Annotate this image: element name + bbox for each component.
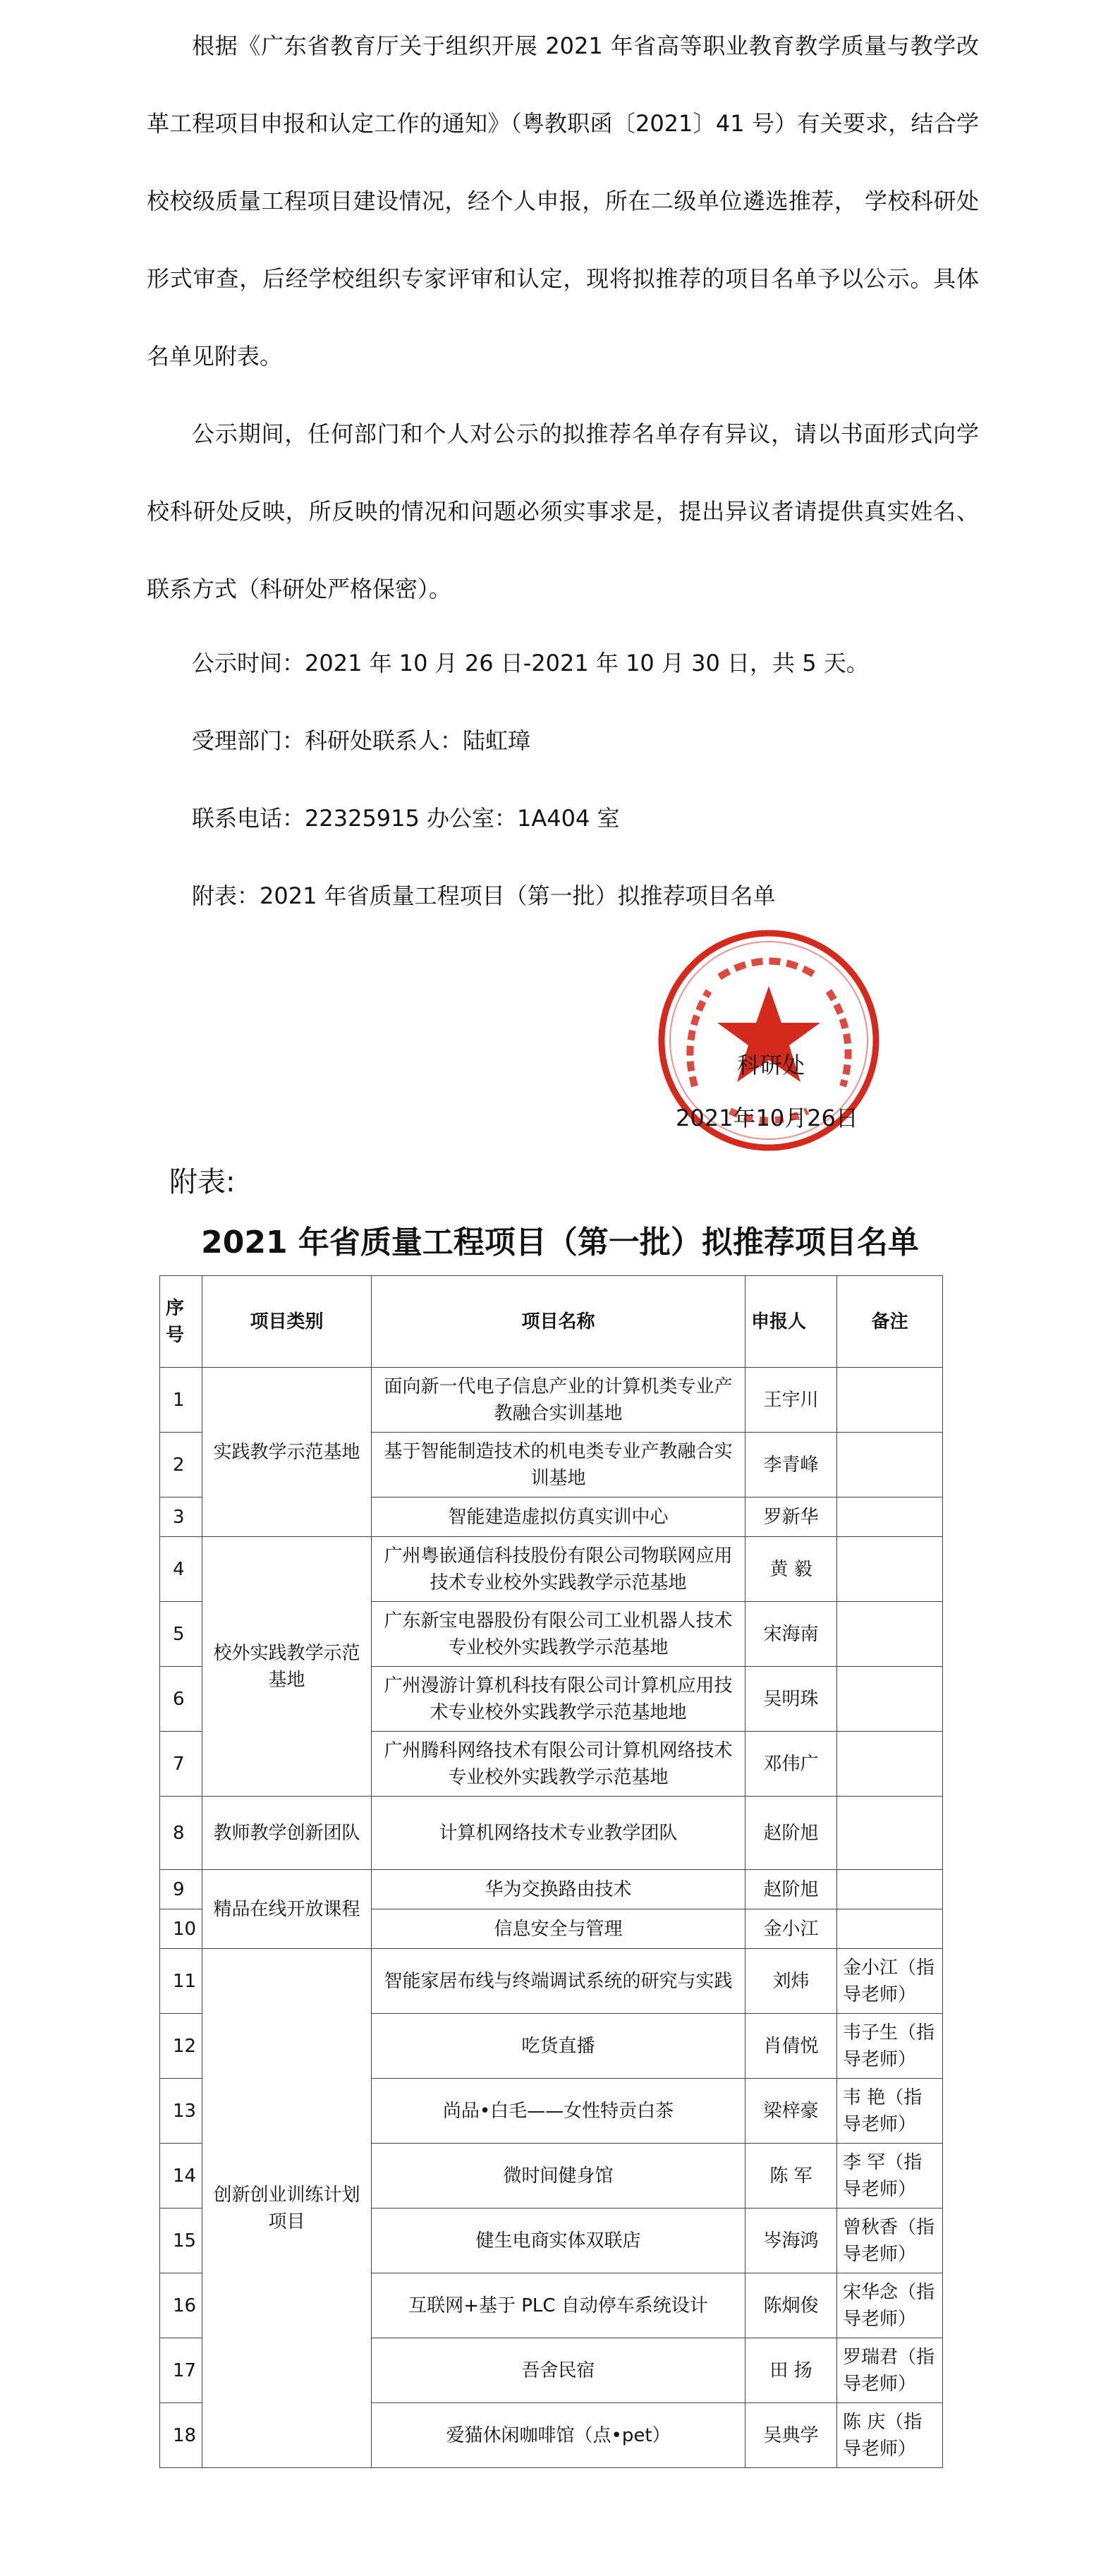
table-row <box>160 1870 943 1909</box>
row-remark: 罗瑞君（指导老师） <box>837 2338 943 2403</box>
row-applicant: 肖倩悦 <box>745 2014 837 2079</box>
row-category: 校外实践教学示范基地 <box>202 1537 372 1797</box>
row-applicant: 王宇川 <box>745 1368 837 1433</box>
row-applicant: 赵阶旭 <box>745 1797 837 1870</box>
row-remark <box>837 1433 943 1497</box>
row-remark <box>837 1667 943 1732</box>
row-remark: 陈 庆（指导老师） <box>837 2403 943 2468</box>
row-project-name: 健生电商实体双联店 <box>372 2209 745 2273</box>
row-project-name: 计算机网络技术专业教学团队 <box>372 1797 745 1870</box>
row-project-name: 微时间健身馆 <box>372 2144 745 2209</box>
row-seq: 1 <box>160 1368 202 1433</box>
row-applicant: 岑海鸿 <box>745 2209 837 2273</box>
row-seq: 15 <box>160 2209 202 2273</box>
row-seq: 7 <box>160 1732 202 1797</box>
attachment-note: 附表：2021 年省质量工程项目（第一批）拟推荐项目名单 <box>192 882 776 909</box>
row-remark <box>837 1602 943 1667</box>
table-row <box>160 1797 943 1870</box>
row-applicant: 田 扬 <box>745 2338 837 2403</box>
signature-office: 科研处 <box>737 1052 805 1079</box>
table-row <box>160 1537 943 1602</box>
row-applicant: 赵阶旭 <box>745 1870 837 1909</box>
row-project-name: 广东新宝电器股份有限公司工业机器人技术专业校外实践教学示范基地 <box>372 1602 745 1667</box>
row-applicant: 刘炜 <box>745 1949 837 2014</box>
row-remark <box>837 1797 943 1870</box>
row-seq: 14 <box>160 2144 202 2209</box>
row-project-name: 尚品•白毛——女性特贡白茶 <box>372 2079 745 2144</box>
row-category: 精品在线开放课程 <box>202 1870 372 1949</box>
row-remark <box>837 1732 943 1797</box>
row-remark: 金小江（指导老师） <box>837 1949 943 2014</box>
row-applicant: 罗新华 <box>745 1497 837 1537</box>
intro-paragraph-2: 公示期间，任何部门和个人对公示的拟推荐名单存有异议，请以书面形式向学校科研处反映，所反映的情况和问题必须实事求是，提出异议者请提供真实姓名、联系方式（科研处严格保密）。 <box>147 420 979 602</box>
row-remark <box>837 1909 943 1949</box>
row-project-name: 广州漫游计算机科技有限公司计算机应用技术专业校外实践教学示范基地地 <box>372 1667 745 1732</box>
row-seq: 11 <box>160 1949 202 2014</box>
row-project-name: 互联网+基于 PLC 自动停车系统设计 <box>372 2273 745 2338</box>
header-seq: 序号 <box>160 1276 202 1368</box>
row-applicant: 吴明珠 <box>745 1667 837 1732</box>
row-applicant: 陈炯俊 <box>745 2273 837 2338</box>
table-title: 2021 年省质量工程项目（第一批）拟推荐项目名单 <box>201 1225 919 1260</box>
row-project-name: 信息安全与管理 <box>372 1909 745 1949</box>
row-remark: 韦 艳（指导老师） <box>837 2079 943 2144</box>
row-seq: 8 <box>160 1797 202 1870</box>
appendix-label: 附表: <box>169 1166 236 1198</box>
row-remark: 曾秋香（指导老师） <box>837 2209 943 2273</box>
header-category: 项目类别 <box>202 1276 372 1368</box>
project-table <box>159 1275 943 2468</box>
row-remark: 宋华念（指导老师） <box>837 2273 943 2338</box>
row-remark <box>837 1537 943 1602</box>
row-project-name: 基于智能制造技术的机电类专业产教融合实训基地 <box>372 1433 745 1497</box>
row-seq: 10 <box>160 1909 202 1949</box>
row-seq: 18 <box>160 2403 202 2468</box>
row-category: 教师教学创新团队 <box>202 1797 372 1870</box>
row-category: 创新创业训练计划项目 <box>202 1949 372 2468</box>
row-applicant: 陈 军 <box>745 2144 837 2209</box>
row-remark <box>837 1497 943 1537</box>
row-applicant: 吴典学 <box>745 2403 837 2468</box>
row-applicant: 梁梓豪 <box>745 2079 837 2144</box>
row-applicant: 黄 毅 <box>745 1537 837 1602</box>
row-seq: 16 <box>160 2273 202 2338</box>
row-project-name: 智能家居布线与终端调试系统的研究与实践 <box>372 1949 745 2014</box>
header-remark: 备注 <box>837 1276 943 1368</box>
row-applicant: 邓伟广 <box>745 1732 837 1797</box>
row-remark <box>837 1870 943 1909</box>
accepting-department: 受理部门：科研处联系人：陆虹璋 <box>192 727 531 754</box>
row-project-name: 智能建造虚拟仿真实训中心 <box>372 1497 745 1537</box>
signature-date: 2021年10月26日 <box>676 1105 858 1131</box>
row-applicant: 金小江 <box>745 1909 837 1949</box>
table-header-row <box>160 1276 943 1368</box>
row-seq: 4 <box>160 1537 202 1602</box>
row-seq: 6 <box>160 1667 202 1732</box>
row-seq: 9 <box>160 1870 202 1909</box>
row-project-name: 面向新一代电子信息产业的计算机类专业产教融合实训基地 <box>372 1368 745 1433</box>
row-project-name: 广州粤嵌通信科技股份有限公司物联网应用技术专业校外实践教学示范基地 <box>372 1537 745 1602</box>
header-name: 项目名称 <box>372 1276 745 1368</box>
row-applicant: 宋海南 <box>745 1602 837 1667</box>
row-project-name: 吾舍民宿 <box>372 2338 745 2403</box>
table-row <box>160 1949 943 2014</box>
row-seq: 13 <box>160 2079 202 2144</box>
row-applicant: 李青峰 <box>745 1433 837 1497</box>
row-project-name: 华为交换路由技术 <box>372 1870 745 1909</box>
row-project-name: 爱猫休闲咖啡馆（点•pet） <box>372 2403 745 2468</box>
row-seq: 5 <box>160 1602 202 1667</box>
header-applicant: 申报人 <box>745 1276 837 1368</box>
row-category: 实践教学示范基地 <box>202 1368 372 1537</box>
notice-period: 公示时间：2021 年 10 月 26 日-2021 年 10 月 30 日，共 5 天。 <box>192 650 869 676</box>
row-remark: 李 罕（指导老师） <box>837 2144 943 2209</box>
table-row <box>160 1368 943 1433</box>
row-seq: 3 <box>160 1497 202 1537</box>
row-seq: 17 <box>160 2338 202 2403</box>
row-seq: 12 <box>160 2014 202 2079</box>
row-project-name: 广州腾科网络技术有限公司计算机网络技术专业校外实践教学示范基地 <box>372 1732 745 1797</box>
row-project-name: 吃货直播 <box>372 2014 745 2079</box>
row-remark <box>837 1368 943 1433</box>
row-seq: 2 <box>160 1433 202 1497</box>
row-remark: 韦子生（指导老师） <box>837 2014 943 2079</box>
intro-paragraph-1: 根据《广东省教育厅关于组织开展 2021 年省高等职业教育教学质量与教学改革工程项目申报和认定工作的通知》（粤教职函〔2021〕41 号）有关要求，结合学校校级质量工程项目建设情况，经个人申报，所在二级单位遴选推荐， 学校科研处形式审查，后经学校组织专家评审和认定，现将拟推荐的项目名单予以公示。具体名单见附表。 <box>147 32 979 370</box>
contact-phone: 联系电话：22325915 办公室：1A404 室 <box>192 805 620 832</box>
